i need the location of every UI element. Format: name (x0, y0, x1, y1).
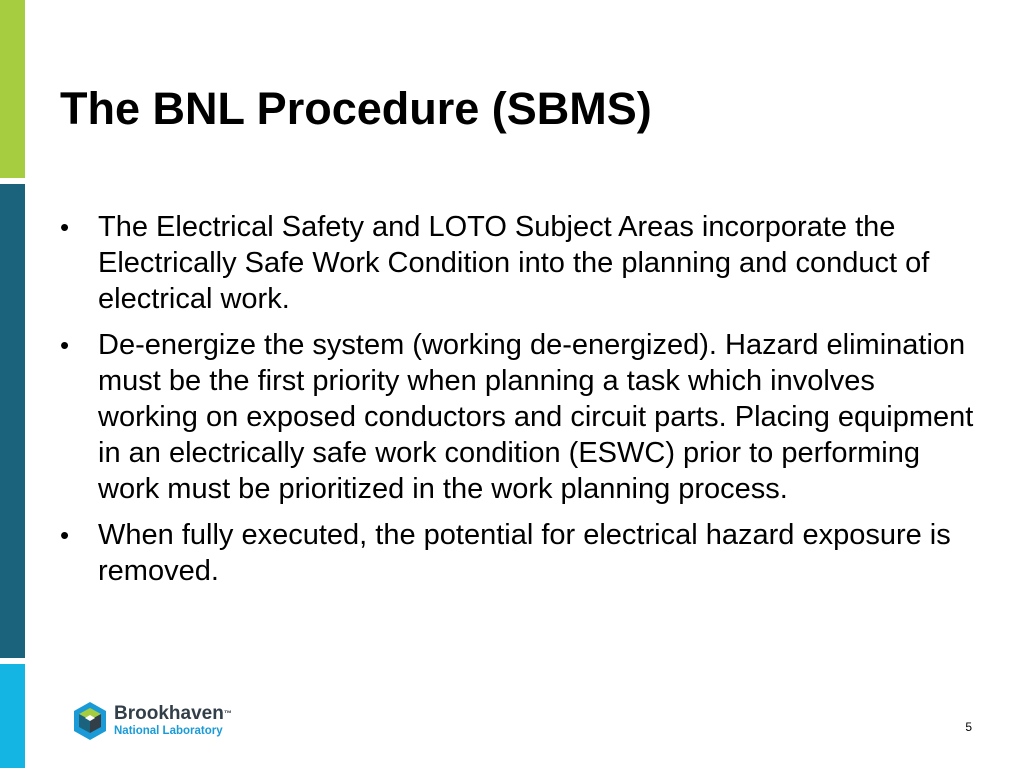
side-bar-cyan (0, 664, 25, 768)
bullet-text: De-energize the system (working de-energized). Hazard elimination must be the first priority when planning a task which involves working on exposed conductors and circuit parts. Placing equipment in an electrically safe work condition (ESWC) prior to performing work must be prioritized in the work planning process. (98, 329, 974, 505)
page-number: 5 (965, 720, 972, 734)
bullet-item (58, 209, 978, 317)
slide-title: The BNL Procedure (SBMS) (60, 83, 652, 134)
bullet-text: When fully executed, the potential for electrical hazard exposure is removed. (98, 519, 951, 587)
logo-name: Brookhaven™ (114, 703, 232, 724)
bullet-item (58, 327, 978, 507)
side-bar-teal (0, 184, 25, 658)
bullet-dot: • (60, 330, 70, 360)
logo-trademark: ™ (223, 709, 232, 718)
side-bar-green (0, 0, 25, 178)
bullet-dot: • (60, 212, 70, 242)
bullet-text: The Electrical Safety and LOTO Subject Areas incorporate the Electrically Safe Work Condition into the planning and conduct of electrical work. (98, 211, 930, 315)
hexagon-cube-logo-icon (72, 701, 108, 741)
brookhaven-logo (72, 700, 242, 742)
logo-subtitle: National Laboratory (114, 725, 223, 737)
bullet-dot: • (60, 520, 70, 550)
logo-text (114, 704, 232, 738)
bullet-list (58, 209, 978, 599)
bullet-item (58, 517, 978, 589)
